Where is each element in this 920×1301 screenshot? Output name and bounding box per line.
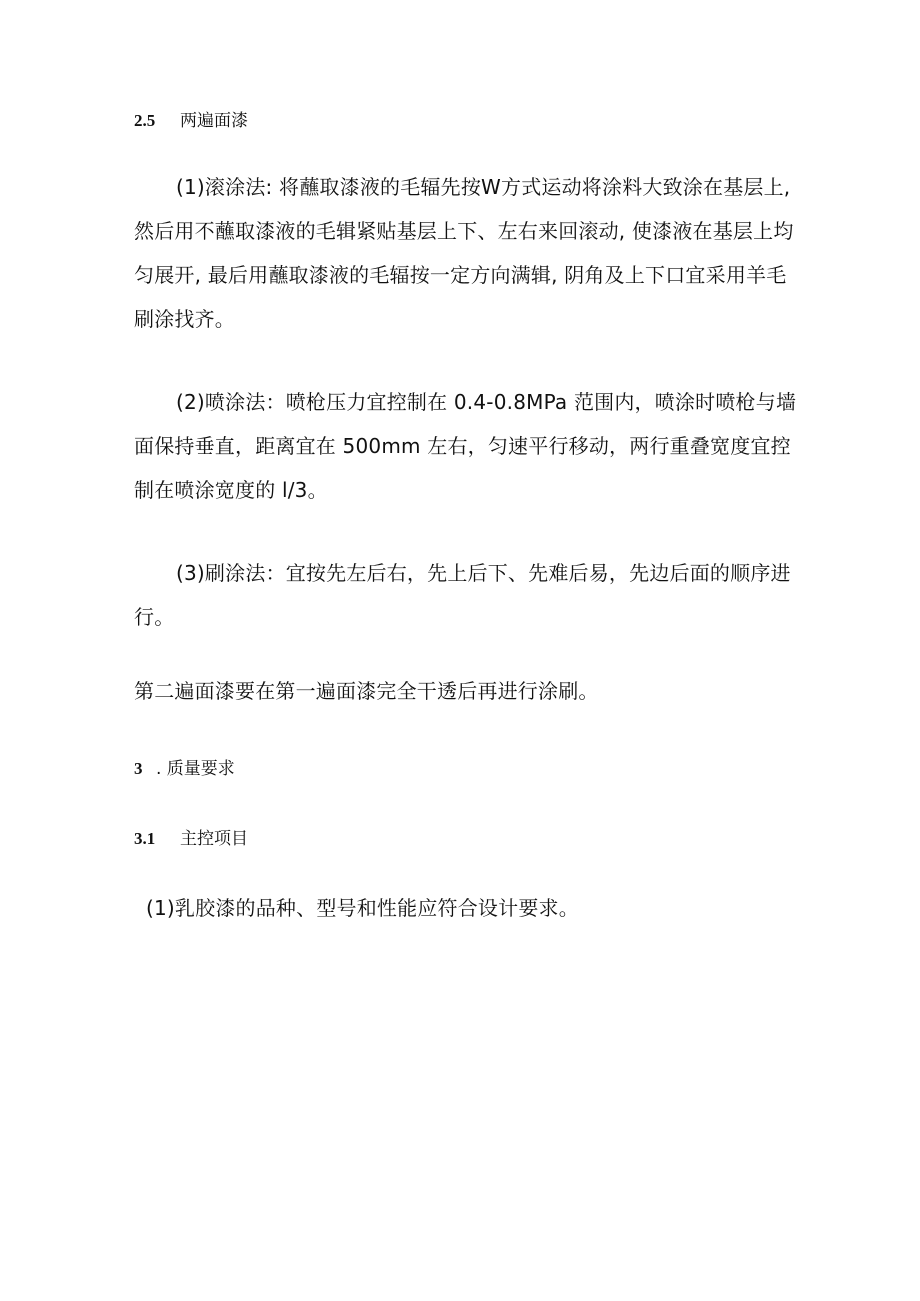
paragraph-line: 匀展开, 最后用蘸取漆液的毛辐按一定方向满辑, 阴角及上下口宜采用羊毛 — [134, 263, 787, 287]
section-title: 两遍面漆 — [180, 111, 248, 131]
paragraph-line: 刷涂找齐。 — [134, 307, 235, 331]
paragraph-spray-method — [134, 380, 804, 512]
section-heading-3 — [134, 758, 235, 780]
paragraph-line: 行。 — [134, 605, 175, 629]
section-number: 3 — [134, 759, 143, 778]
paragraph-line: 面保持垂直，距离宜在 500mm 左右，匀速平行移动，两行重叠宽度宜控 — [134, 434, 791, 458]
paragraph-latex-paint-requirement — [134, 886, 804, 930]
paragraph-line: (1)滚涂法: 将蘸取漆液的毛辐先按W方式运动将涂料大致涂在基层上, — [176, 175, 791, 199]
section-number: 2.5 — [134, 111, 156, 130]
section-heading-2-5 — [134, 110, 248, 132]
paragraph-line: (2)喷涂法：喷枪压力宜控制在 0.4-0.8MPa 范围内，喷涂时喷枪与墙 — [176, 390, 797, 414]
section-title: . 质量要求 — [156, 759, 235, 779]
paragraph-line: (3)刷涂法：宜按先左后右，先上后下、先难后易，先边后面的顺序进 — [176, 561, 791, 585]
paragraph-line: 制在喷涂宽度的 l/3。 — [134, 478, 328, 502]
paragraph-brush-method — [134, 551, 804, 639]
section-heading-3-1 — [134, 828, 248, 850]
section-title: 主控项目 — [180, 829, 248, 849]
paragraph-second-coat — [134, 669, 804, 713]
paragraph-roller-method — [134, 165, 804, 341]
paragraph-line: 然后用不蘸取漆液的毛辑紧贴基层上下、左右来回滚动, 使漆液在基层上均 — [134, 219, 794, 243]
paragraph-line: 第二遍面漆要在第一遍面漆完全干透后再进行涂刷。 — [134, 679, 599, 703]
section-number: 3.1 — [134, 829, 156, 848]
paragraph-line: (1)乳胶漆的品种、型号和性能应符合设计要求。 — [146, 896, 579, 920]
